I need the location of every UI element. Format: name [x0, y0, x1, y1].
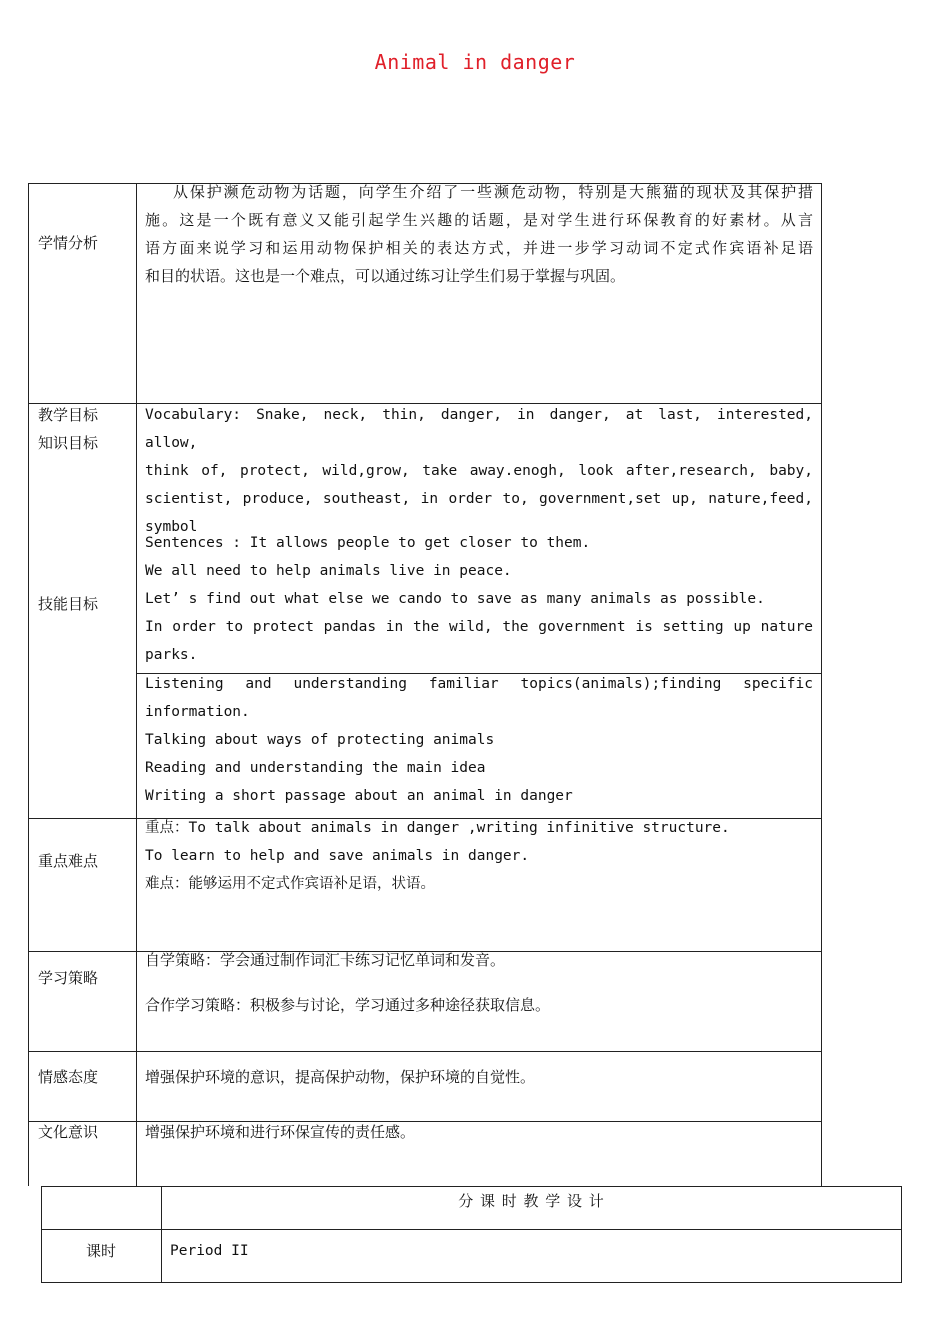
attitude-line: 增强保护环境的意识，提高保护动物，保护环境的自觉性。 [145, 1068, 536, 1086]
keypoint-line: 重点：To talk about animals in danger ,writing infinitive structure. [145, 820, 730, 836]
vocab-line: think of, protect, wild,grow, take away.enogh, look after,research, baby, [145, 463, 813, 479]
sentence-line: parks. [145, 647, 198, 663]
skill-line: information. [145, 704, 250, 720]
culture-label: 文化意识 [38, 1123, 99, 1141]
attitude-label: 情感态度 [38, 1068, 99, 1086]
goals-label: 教学目标 [38, 406, 99, 424]
keypoints-label: 重点难点 [38, 852, 99, 870]
vocab-line: scientist, produce, southeast, in order to, government,set up, nature,feed, [145, 491, 813, 507]
strategy-line-1: 自学策略：学会通过制作词汇卡练习记忆单词和发音。 [145, 951, 506, 969]
analysis-label: 学情分析 [38, 234, 99, 252]
vocabulary-block [145, 401, 813, 541]
analysis-line: 语方面来说学习和运用动物保护相关的表达方式，并进一步学习动词不定式作宾语补足语 [145, 239, 813, 257]
skill-line: Talking about ways of protecting animals [145, 732, 495, 748]
period-table-header: 分 课 时 教 学 设 计 [458, 1192, 605, 1210]
keypoint-line: 难点：能够运用不定式作宾语补足语，状语。 [145, 876, 435, 892]
sentence-line: Let’ s find out what else we cando to save as many animals as possible. [145, 591, 765, 607]
vocab-line: Vocabulary: Snake, neck, thin, danger, in danger, at last, interested, allow, [145, 407, 813, 451]
analysis-line: 和目的状语。这也是一个难点，可以通过练习让学生们易于掌握与巩固。 [145, 267, 626, 285]
skills-block [145, 670, 813, 810]
knowledge-label: 知识目标 [38, 434, 99, 452]
skills-label: 技能目标 [38, 595, 99, 613]
keypoints-block [145, 814, 813, 898]
period-label: 课时 [85, 1242, 116, 1260]
skill-line: Writing a short passage about an animal in danger [145, 788, 573, 804]
strategy-line-2: 合作学习策略：积极参与讨论，学习通过多种途径获取信息。 [145, 996, 551, 1014]
sentence-line: In order to protect pandas in the wild, the government is setting up nature [145, 619, 813, 635]
skill-line: Reading and understanding the main idea [145, 760, 486, 776]
page-title: Animal in danger [374, 50, 576, 74]
sentence-line: Sentences : It allows people to get closer to them. [145, 535, 591, 551]
analysis-line: 从保护濒危动物为话题，向学生介绍了一些濒危动物，特别是大熊猫的现状及其保护措 [173, 183, 813, 201]
culture-line: 增强保护环境和进行环保宣传的责任感。 [145, 1123, 416, 1141]
vocab-line: symbol [145, 519, 198, 535]
analysis-line: 施。这是一个既有意义又能引起学生兴趣的话题，是对学生进行环保教育的好素材。从言 [145, 211, 813, 229]
sentences-block [145, 529, 813, 669]
strategy-label: 学习策略 [38, 969, 99, 987]
analysis-text [145, 178, 813, 290]
skill-line: Listening and understanding familiar topics(animals);finding specific [145, 676, 813, 692]
keypoint-line: To learn to help and save animals in danger. [145, 848, 530, 864]
period-value: Period II [170, 1243, 249, 1259]
sentence-line: We all need to help animals live in peace. [145, 563, 512, 579]
